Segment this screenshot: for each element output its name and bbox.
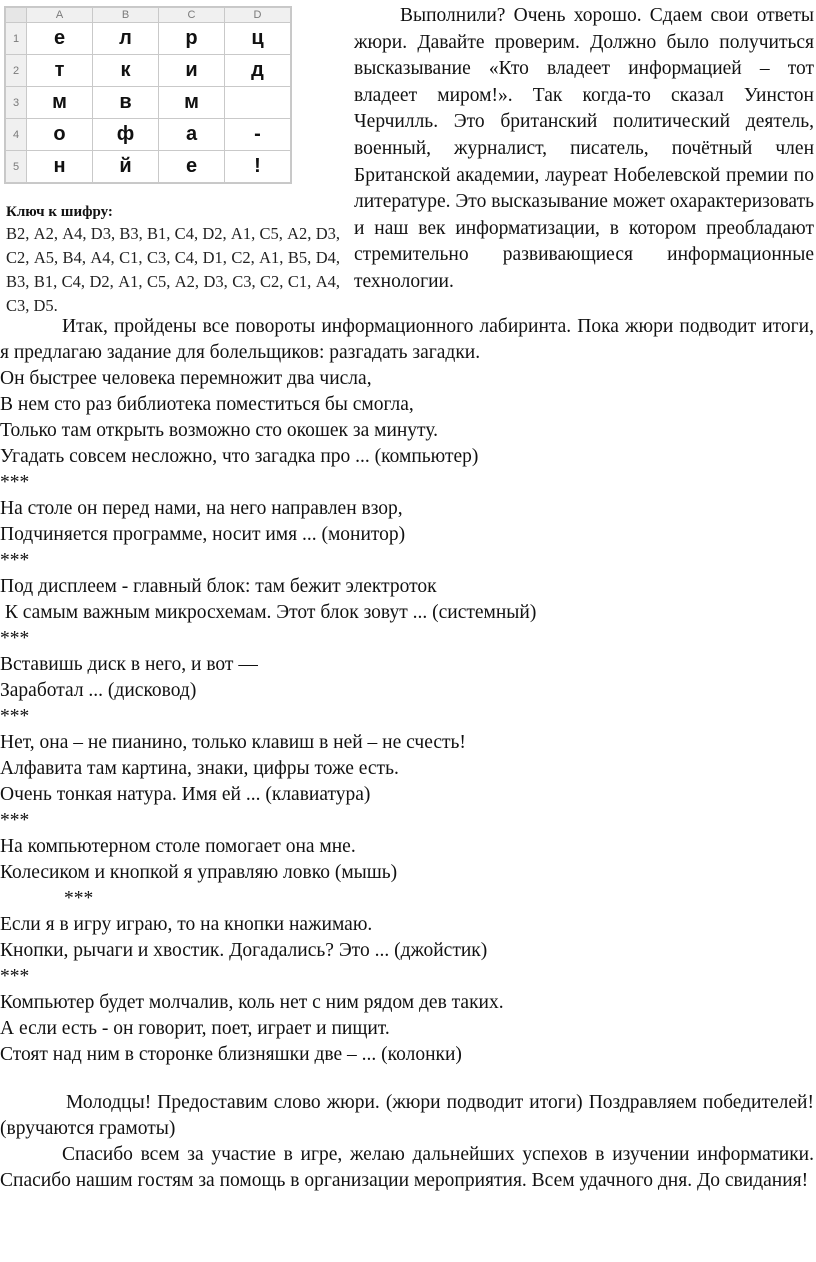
closing-text: Молодцы! Предоставим слово жюри. (жюри подводит итоги) Поздравляем победителей! (вручаются грамоты) [0, 1092, 814, 1139]
cipher-cell: л [93, 23, 159, 55]
column-header-row [6, 8, 291, 23]
riddle-line: К самым важным микросхемам. Этот блок зовут ... (системный) [0, 602, 537, 623]
riddle-line: Угадать совсем несложно, что загадка про ... (компьютер) [0, 446, 479, 467]
blank-line [0, 1068, 814, 1090]
intro-paragraph [354, 3, 814, 296]
riddle-separator: *** [0, 472, 30, 493]
riddle-separator: *** [0, 628, 30, 649]
table-row [6, 55, 291, 87]
riddle-line: На компьютерном столе помогает она мне. [0, 836, 356, 857]
cipher-cell: е [27, 23, 93, 55]
column-header: D [225, 8, 291, 23]
riddle-line: Подчиняется программе, носит имя ... (монитор) [0, 524, 406, 545]
cipher-cell: - [225, 119, 291, 151]
row-header: 1 [6, 23, 27, 55]
riddle-separator: *** [0, 810, 30, 831]
separator-text: *** [64, 888, 94, 909]
riddle-line: Кнопки, рычаги и хвостик. Догадались? Это ... (джойстик) [0, 940, 488, 961]
riddle-line: В нем сто раз библиотека поместиться бы смогла, [0, 394, 414, 415]
cipher-cell: о [27, 119, 93, 151]
riddle-line: Стоят над ним в сторонке близняшки две – ... (колонки) [0, 1044, 462, 1065]
cipher-table [5, 7, 291, 183]
riddle-line: Вставишь диск в него, и вот — [0, 654, 258, 675]
cipher-cell [225, 87, 291, 119]
riddle-line: Нет, она – не пианино, только клавиш в ней – не счесть! [0, 732, 466, 753]
row-header: 4 [6, 119, 27, 151]
cipher-cell: ! [225, 151, 291, 183]
riddle-line: На столе он перед нами, на него направлен взор, [0, 498, 403, 519]
riddle-separator: *** [0, 550, 30, 571]
riddle-separator-indented [0, 886, 814, 912]
riddle-line: Очень тонкая натура. Имя ей ... (клавиатура) [0, 784, 371, 805]
cipher-cell: е [159, 151, 225, 183]
riddle-line: Алфавита там картина, знаки, цифры тоже есть. [0, 758, 399, 779]
cipher-cell: и [159, 55, 225, 87]
cipher-key-text: В2, А2, А4, D3, В3, В1, С4, D2, А1, С5, А2, D3, С2, А5, В4, А4, С1, С3, С4, D1, С2, А1, В5, D4, В3, В1, С4, D2, А1, С5, А2, D3, С3, С2, С1, А4, С3, D5. [6, 224, 340, 315]
table-row [6, 119, 291, 151]
lead-paragraph [0, 314, 814, 366]
row-header: 3 [6, 87, 27, 119]
riddle-line: Если я в игру играю, то на кнопки нажимаю. [0, 914, 373, 935]
column-header: C [159, 8, 225, 23]
cipher-cell: й [93, 151, 159, 183]
cipher-cell: ф [93, 119, 159, 151]
riddle-line: Заработал ... (дисковод) [0, 680, 197, 701]
riddle-line: Он быстрее человека перемножит два числа, [0, 368, 372, 389]
row-header: 5 [6, 151, 27, 183]
lead-text: Итак, пройдены все повороты информационного лабиринта. Пока жюри подводит итоги, я предлагаю задание для болельщиков: разгадать загадки. [0, 316, 814, 363]
farewell-paragraph [0, 1142, 814, 1194]
cipher-cell: в [93, 87, 159, 119]
corner-cell [6, 8, 27, 23]
column-header: B [93, 8, 159, 23]
cipher-key-title: Ключ к шифру: [6, 204, 113, 220]
closing-paragraph [0, 1090, 814, 1142]
cipher-cell: р [159, 23, 225, 55]
main-text [0, 314, 814, 1194]
riddle-line: Колесиком и кнопкой я управляю ловко (мышь) [0, 862, 398, 883]
farewell-text: Спасибо всем за участие в игре, желаю дальнейших успехов в изучении информатики. Спасибо нашим гостям за помощь в организации мероприятия. Всем удачного дня. До свидания! [0, 1144, 814, 1191]
table-row [6, 87, 291, 119]
riddle-line: Компьютер будет молчалив, коль нет с ним рядом дев таких. [0, 992, 504, 1013]
riddle-line: А если есть - он говорит, поет, играет и пищит. [0, 1018, 390, 1039]
cipher-cell: а [159, 119, 225, 151]
cipher-cell: т [27, 55, 93, 87]
riddle-separator: *** [0, 706, 30, 727]
cipher-cell: ц [225, 23, 291, 55]
cipher-cell: м [159, 87, 225, 119]
cipher-cell: д [225, 55, 291, 87]
riddle-line: Под дисплеем - главный блок: там бежит электроток [0, 576, 437, 597]
table-row [6, 151, 291, 183]
row-header: 2 [6, 55, 27, 87]
cipher-cell: н [27, 151, 93, 183]
riddle-separator: *** [0, 966, 30, 987]
cipher-spreadsheet [4, 6, 292, 184]
table-row [6, 23, 291, 55]
cipher-cell: к [93, 55, 159, 87]
riddle-line: Только там открыть возможно сто окошек за минуту. [0, 420, 438, 441]
column-header: A [27, 8, 93, 23]
intro-text: Выполнили? Очень хорошо. Сдаем свои ответы жюри. Давайте проверим. Должно было получиться высказывание «Кто владеет информацией – тот владеет миром!». Так когда-то сказал Уинстон Черчилль. Это британский политический деятель, военный, журналист, писатель, почётный член Британской академии, лауреат Нобелевской премии по литературе. Это высказывание может охарактеризовать и наш век информатизации, в котором преобладают стремительно развивающиеся информационные технологии. [354, 5, 814, 292]
cipher-cell: м [27, 87, 93, 119]
